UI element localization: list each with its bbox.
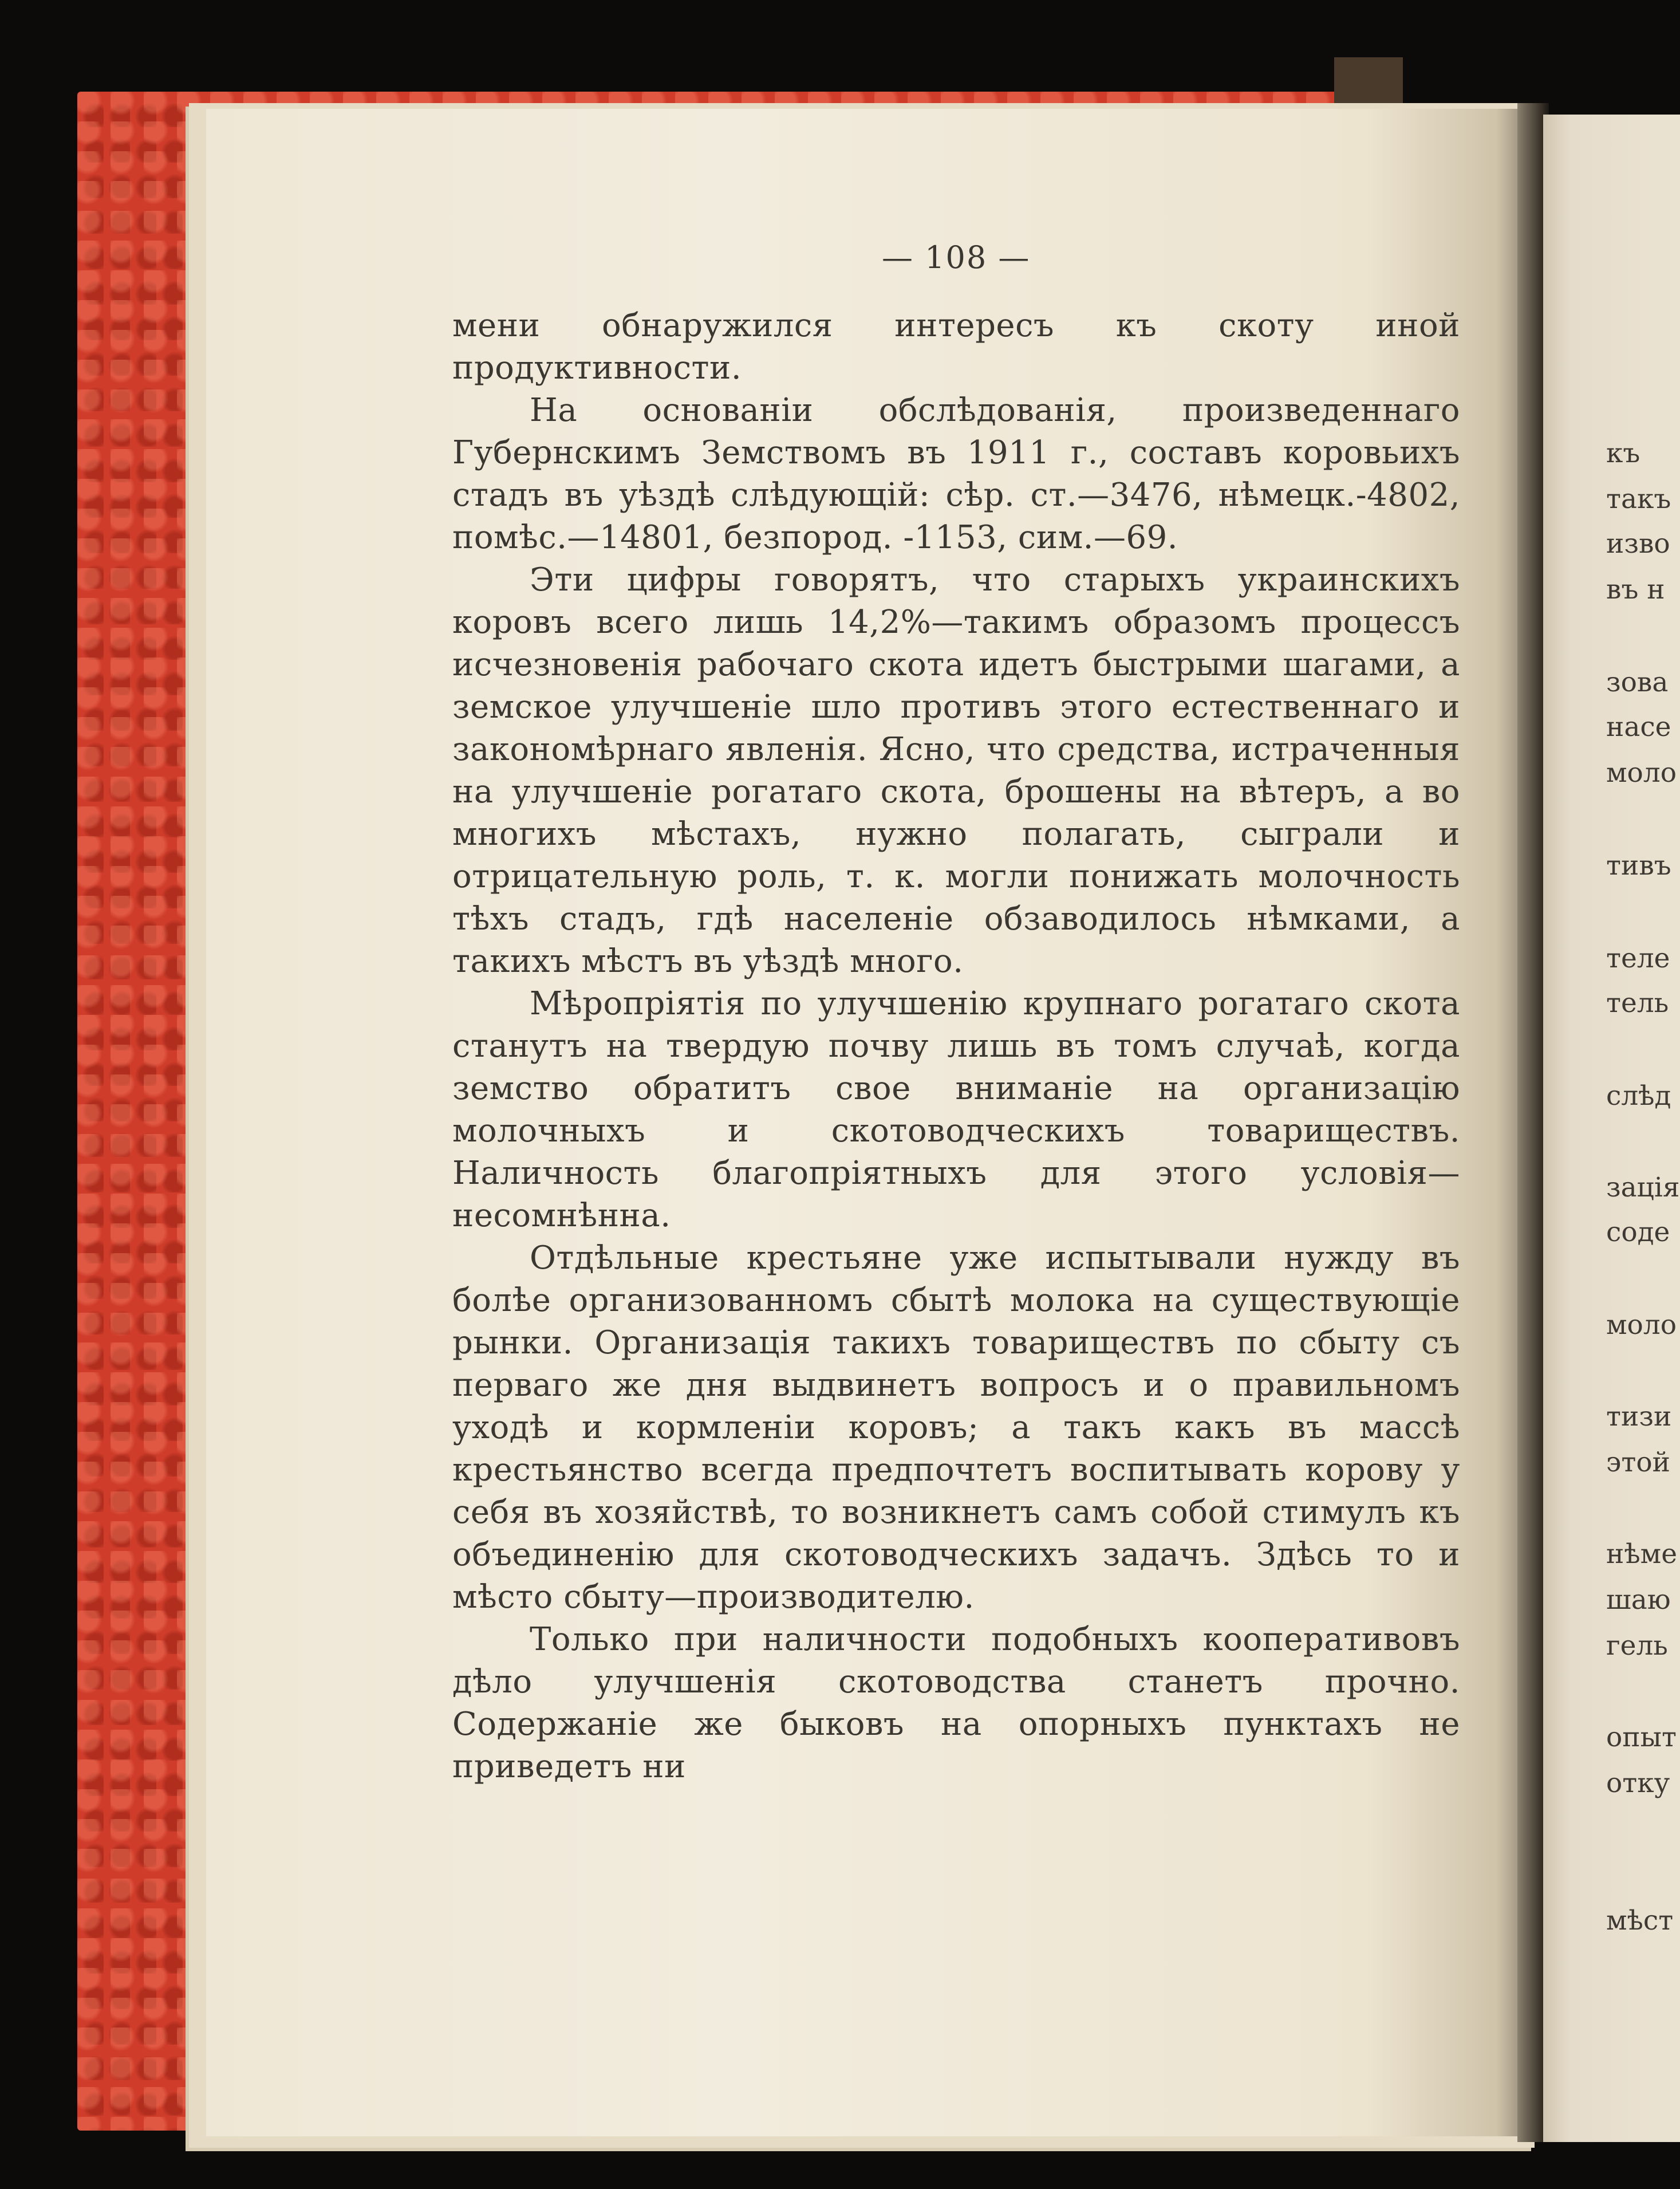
next-page-fragment: шаю (1606, 1584, 1671, 1616)
next-page-fragment: моло (1606, 1309, 1677, 1341)
paragraph: На основанiи обслѣдованiя, произведеннаго Губернскимъ Земствомъ въ 1911 г., составъ коровьихъ стадъ въ уѣздѣ слѣдующiй: сѣр. ст.—3476, нѣмецк.-4802, помѣс.—14801, безпород. -1153, сим.—69. (452, 392, 1460, 556)
paragraph: мени обнаружился интересъ къ скоту иной продуктивности. (452, 307, 1460, 387)
next-page-fragment: слѣд (1606, 1080, 1671, 1112)
next-page-fragment: изво (1606, 528, 1670, 560)
next-page-fragment: тизи (1606, 1401, 1672, 1432)
next-page-fragment: насе (1606, 711, 1671, 743)
next-page-fragment: отку (1606, 1767, 1670, 1799)
next-page-fragment: такъ (1606, 483, 1671, 515)
next-page-fragment: зова (1606, 667, 1669, 698)
next-page-fragment: теле (1606, 943, 1670, 974)
page-number: — 108 — (882, 239, 1031, 275)
next-page-fragment: зацiя (1606, 1172, 1680, 1203)
next-page-fragment: тивъ (1606, 850, 1671, 881)
next-page-fragment: соде (1606, 1216, 1670, 1248)
paragraph: Только при наличности подобныхъ кооперативовъ дѣло улучшенiя скотоводства станетъ прочно. Содержанiе же быковъ на опорныхъ пунктахъ не приведетъ ни (452, 1621, 1460, 1785)
next-page-fragment: въ н (1606, 574, 1665, 605)
next-page-fragment: моло (1606, 757, 1677, 789)
next-page-fragment: тель (1606, 987, 1669, 1019)
paragraph: Эти цифры говорятъ, что старыхъ украинскихъ коровъ всего лишь 14,2%—такимъ образомъ процессъ исчезновенiя рабочаго скота идетъ быстрыми шагами, а земское улучшенiе шло противъ этого естественнаго и закономѣрнаго явленiя. Ясно, что средства, истраченныя на улучшенiе рогатаго скота, брошены на вѣтеръ, а во многихъ мѣстахъ, нужно полагать, сыграли и отрицательную роль, т. к. могли понижать молочность тѣхъ стадъ, гдѣ населенiе обзаводилось нѣмками, а такихъ мѣстъ въ уѣздѣ много. (452, 561, 1460, 980)
paragraph: Отдѣльные крестьяне уже испытывали нужду въ болѣе организованномъ сбытѣ молока на существующiе рынки. Организацiя такихъ товариществъ по сбыту съ перваго же дня выдвинетъ вопросъ и о правильномъ уходѣ и кормленiи коровъ; а такъ какъ въ массѣ крестьянство всегда предпочтетъ воспитывать корову у себя въ хозяйствѣ, то возникнетъ самъ собой стимулъ къ объединенiю для скотоводческихъ задачъ. Здѣсь то и мѣсто сбыту—производителю. (452, 1239, 1460, 1616)
next-page-fragment: опыт (1606, 1722, 1677, 1753)
next-page-fragment: гель (1606, 1630, 1668, 1662)
next-page-fragment: нѣме (1606, 1538, 1678, 1570)
right-page-edge (1543, 115, 1680, 2142)
next-page-fragment: мѣст (1606, 1905, 1674, 1936)
next-page-fragment: этой (1606, 1447, 1670, 1478)
page-body (452, 305, 1460, 1788)
next-page-fragment: къ (1606, 438, 1640, 469)
paragraph: Мѣропрiятiя по улучшенiю крупнаго рогатаго скота станутъ на твердую почву лишь въ томъ случаѣ, когда земство обратитъ свое вниманiе на организацiю молочныхъ и скотоводческихъ товариществъ. Наличность благопрiятныхъ для этого условiя—несомнѣнна. (452, 985, 1460, 1234)
